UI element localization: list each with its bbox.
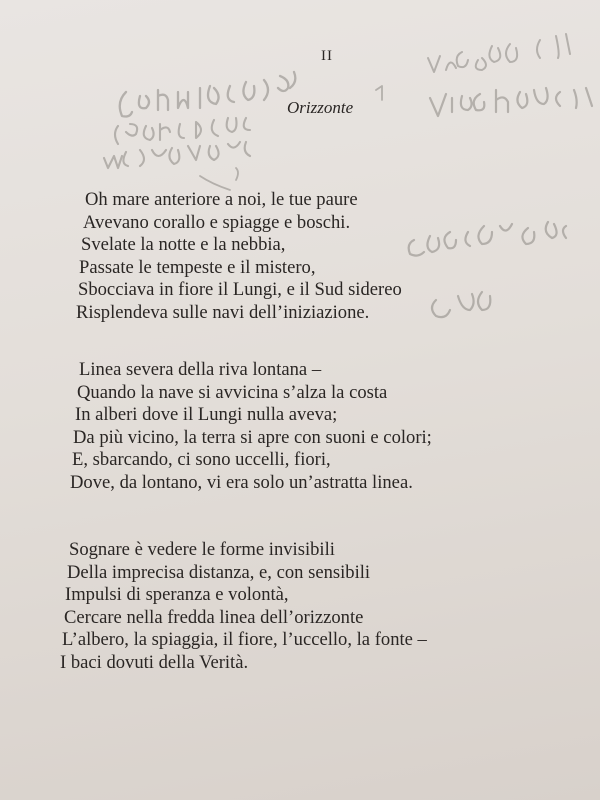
verse-line: Dove, da lontano, vi era solo un’astratta linea. [70, 471, 413, 493]
poem-title: Orizzonte [287, 98, 354, 117]
verse-line: Impulsi di speranza e volontà, [65, 584, 289, 606]
verse-line: Quando la nave si avvicina s’alza la costa [77, 381, 388, 403]
stanza-2 [0, 359, 600, 495]
stanza-1 [0, 189, 600, 325]
verse-line: Svelate la notte e la nebbia, [81, 234, 286, 256]
stanza-3 [0, 539, 600, 675]
verse-line: E, sbarcando, ci sono uccelli, fiori, [72, 449, 331, 471]
verse-line: Sognare è vedere le forme invisibili [69, 539, 335, 560]
verse-line: L’albero, la spiaggia, il fiore, l’uccello, la fonte – [62, 629, 427, 651]
verse-line: Passate le tempeste e il mistero, [79, 256, 316, 278]
poem-number: II [321, 48, 333, 64]
verse-line: Avevano corallo e spiagge e boschi. [83, 211, 351, 233]
verse-line: Linea severa della riva lontana – [79, 359, 322, 380]
verse-line: Cercare nella fredda linea dell’orizzonte [64, 606, 364, 628]
verse-line: I baci dovuti della Verità. [60, 651, 249, 673]
verse-line: Oh mare anteriore a noi, le tue paure [85, 189, 358, 210]
verse-line: In alberi dove il Lungi nulla aveva; [75, 404, 338, 426]
verse-line: Sbocciava in fiore il Lungi, e il Sud sidereo [78, 279, 402, 301]
verse-line: Da più vicino, la terra si apre con suoni e colori; [73, 426, 432, 448]
verse-line: Della imprecisa distanza, e, con sensibili [67, 561, 371, 583]
verse-line: Risplendeva sulle navi dell’iniziazione. [76, 301, 370, 323]
